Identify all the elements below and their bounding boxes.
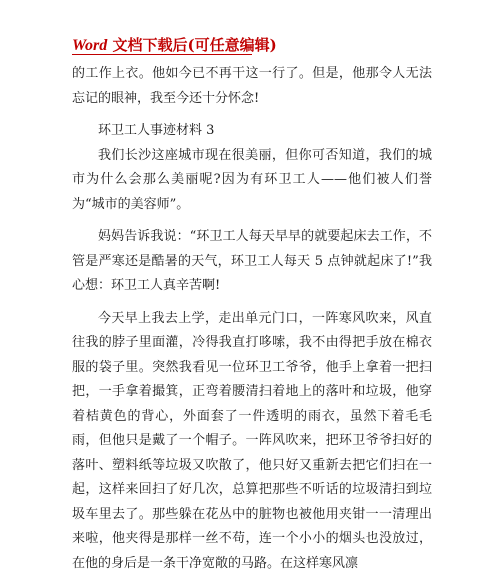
- section-heading: 环卫工人事迹材料 3: [72, 119, 432, 144]
- banner-underline: [72, 54, 252, 55]
- paragraph-morning-story: 今天早上我去上学，走出单元门口，一阵寒风吹来，风直往我的脖子里面灌，冷得我直打哆嗦，我不由得把手放在棉衣服的袋子里。突然我看见一位环卫工爷爷，他手上拿着一把扫把，一手拿着撮箕，正弯着腰清扫着地上的落叶和垃圾，他穿着桔黄色的背心，外面套了一件透明的雨衣，虽然下着毛毛雨，但他只是戴了一个帽子。一阵风吹来，把环卫爷爷扫好的落叶、塑料纸等垃圾又吹散了，他只好又重新去把它们扫在一起，这样来回扫了好几次，总算把那些不听话的垃圾清扫到垃圾车里去了。那些躲在花丛中的脏物也被他用夹钳一一清理出来啦，他夹得是那样一丝不苟，连一个小小的烟头也没放过，在他的身后是一条干净宽敞的马路。在这样寒风凛: [72, 307, 432, 576]
- banner-editable-label: 文档下载后(可任意编辑): [107, 36, 276, 54]
- banner-word-label: Word: [72, 37, 107, 54]
- paragraph-city-intro: 我们长沙这座城市现在很美丽，但你可否知道，我们的城市为什么会那么美丽呢?因为有环卫工人——他们被人们誉为“城市的美容师”。: [72, 144, 432, 218]
- document-body: [72, 62, 432, 576]
- paragraph-mother-quote: 妈妈告诉我说：“环卫工人每天早早的就要起床去工作，不管是严寒还是酷暑的天气，环卫工人每天 5 点钟就起床了!”我心想：环卫工人真辛苦啊!: [72, 225, 432, 299]
- download-banner[interactable]: [72, 34, 277, 56]
- paragraph-continuation: 的工作上衣。他如今已不再干这一行了。但是，他那令人无法忘记的眼神，我至今还十分怀念!: [72, 62, 432, 111]
